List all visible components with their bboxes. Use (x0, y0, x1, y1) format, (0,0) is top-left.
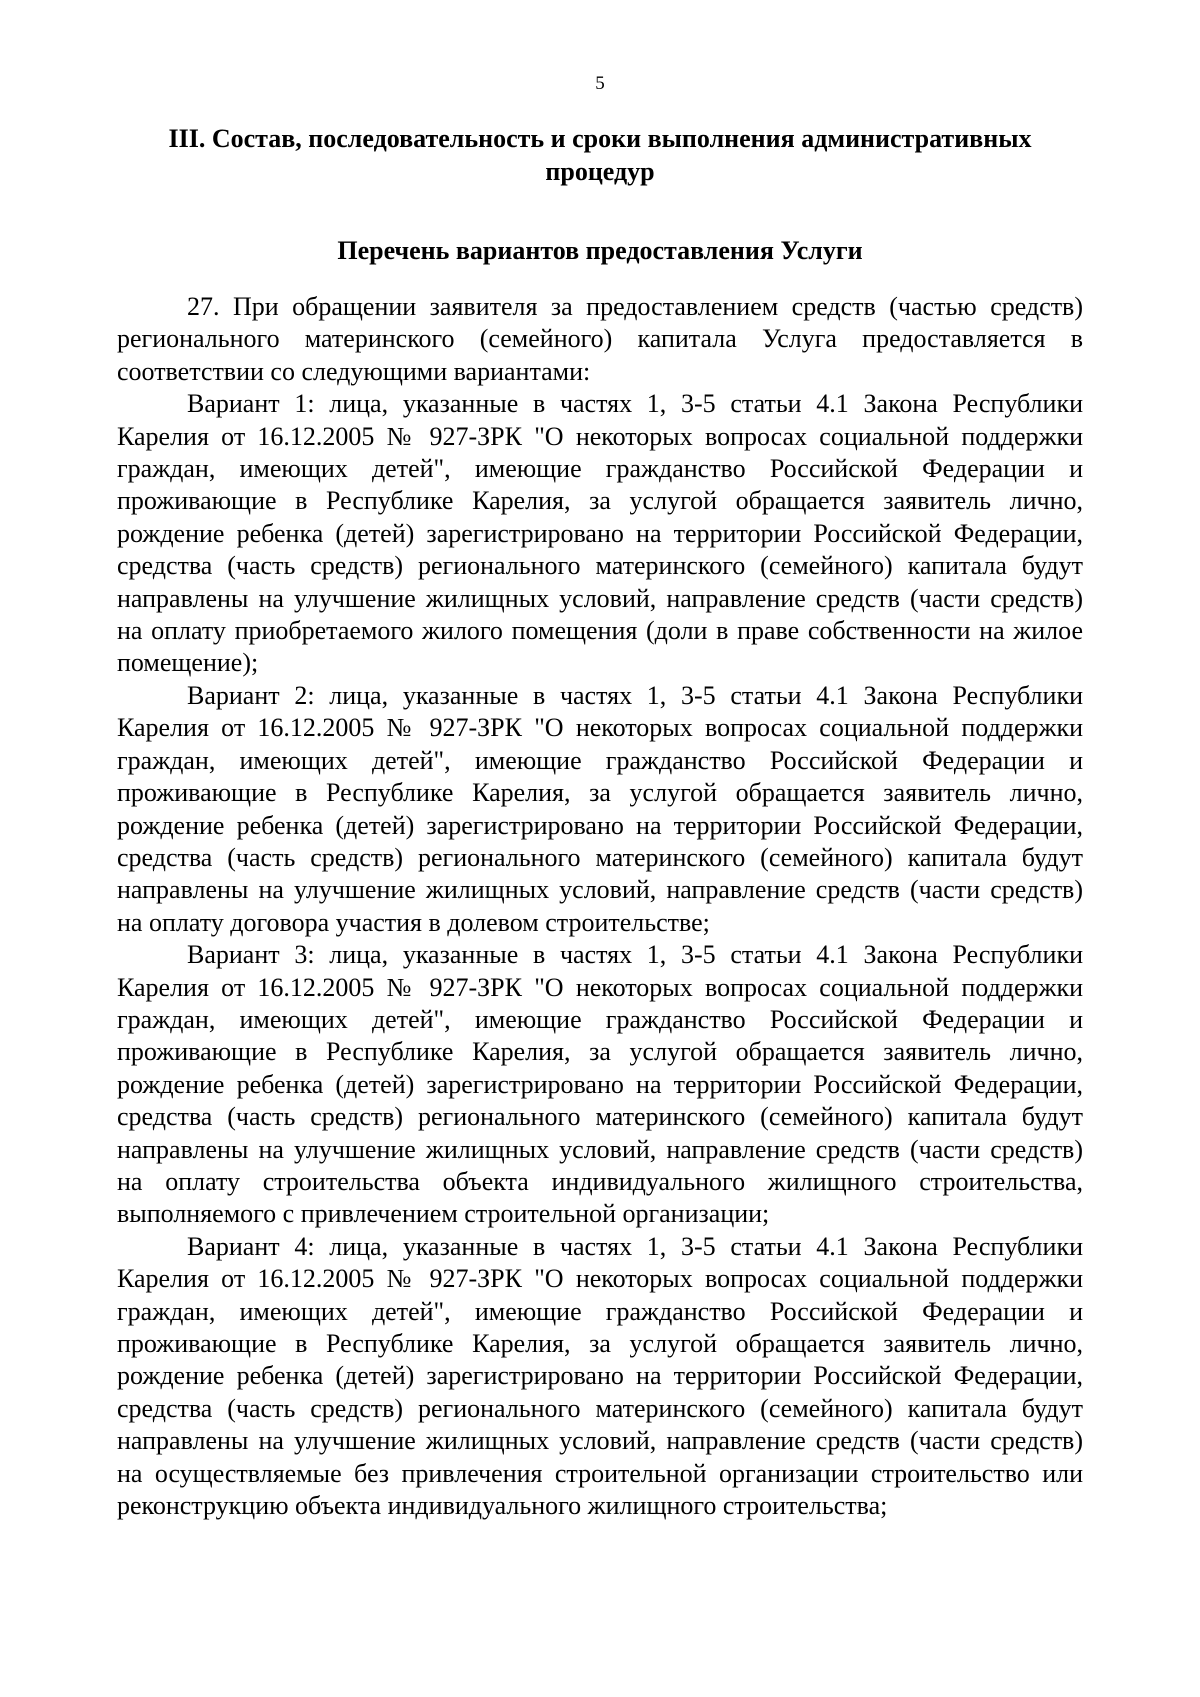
paragraph-27-intro: 27. При обращении заявителя за предоставлением средств (частью средств) регионального материнского (семейного) капитала Услуга предоставляется в соответствии со следующими вариантами: (117, 292, 1083, 386)
page-number: 5 (595, 73, 605, 94)
section-title: III. Состав, последовательность и сроки выполнения административных процедур (168, 124, 1032, 186)
document-body (117, 291, 1083, 1522)
subsection-title: Перечень вариантов предоставления Услуги (337, 236, 863, 265)
paragraph-variant-3: Вариант 3: лица, указанные в частях 1, 3-5 статьи 4.1 Закона Республики Карелия от 16.12.2005 № 927-ЗРК "О некоторых вопросах социальной поддержки граждан, имеющих детей", имеющие гражданство Российской Федерации и проживающие в Республике Карелия, за услугой обращается заявитель лично, рождение ребенка (детей) зарегистрировано на территории Российской Федерации, средства (часть средств) регионального материнского (семейного) капитала будут направлены на улучшение жилищных условий, направление средств (части средств) на оплату строительства объекта индивидуального жилищного строительства, выполняемого с привлечением строительной организации; (117, 940, 1083, 1229)
paragraph-variant-2: Вариант 2: лица, указанные в частях 1, 3-5 статьи 4.1 Закона Республики Карелия от 16.12.2005 № 927-ЗРК "О некоторых вопросах социальной поддержки граждан, имеющих детей", имеющие гражданство Российской Федерации и проживающие в Республике Карелия, за услугой обращается заявитель лично, рождение ребенка (детей) зарегистрировано на территории Российской Федерации, средства (часть средств) регионального материнского (семейного) капитала будут направлены на улучшение жилищных условий, направление средств (части средств) на оплату договора участия в долевом строительстве; (117, 680, 1083, 937)
paragraph-variant-1: Вариант 1: лица, указанные в частях 1, 3-5 статьи 4.1 Закона Республики Карелия от 16.12.2005 № 927-ЗРК "О некоторых вопросах социальной поддержки граждан, имеющих детей", имеющие гражданство Российской Федерации и проживающие в Республике Карелия, за услугой обращается заявитель лично, рождение ребенка (детей) зарегистрировано на территории Российской Федерации, средства (часть средств) регионального материнского (семейного) капитала будут направлены на улучшение жилищных условий, направление средств (части средств) на оплату приобретаемого жилого помещения (доли в праве собственности на жилое помещение); (117, 389, 1083, 678)
paragraph-variant-4: Вариант 4: лица, указанные в частях 1, 3-5 статьи 4.1 Закона Республики Карелия от 16.12.2005 № 927-ЗРК "О некоторых вопросах социальной поддержки граждан, имеющих детей", имеющие гражданство Российской Федерации и проживающие в Республике Карелия, за услугой обращается заявитель лично, рождение ребенка (детей) зарегистрировано на территории Российской Федерации, средства (часть средств) регионального материнского (семейного) капитала будут направлены на улучшение жилищных условий, направление средств (части средств) на осуществляемые без привлечения строительной организации строительство или реконструкцию объекта индивидуального жилищного строительства; (117, 1231, 1083, 1521)
